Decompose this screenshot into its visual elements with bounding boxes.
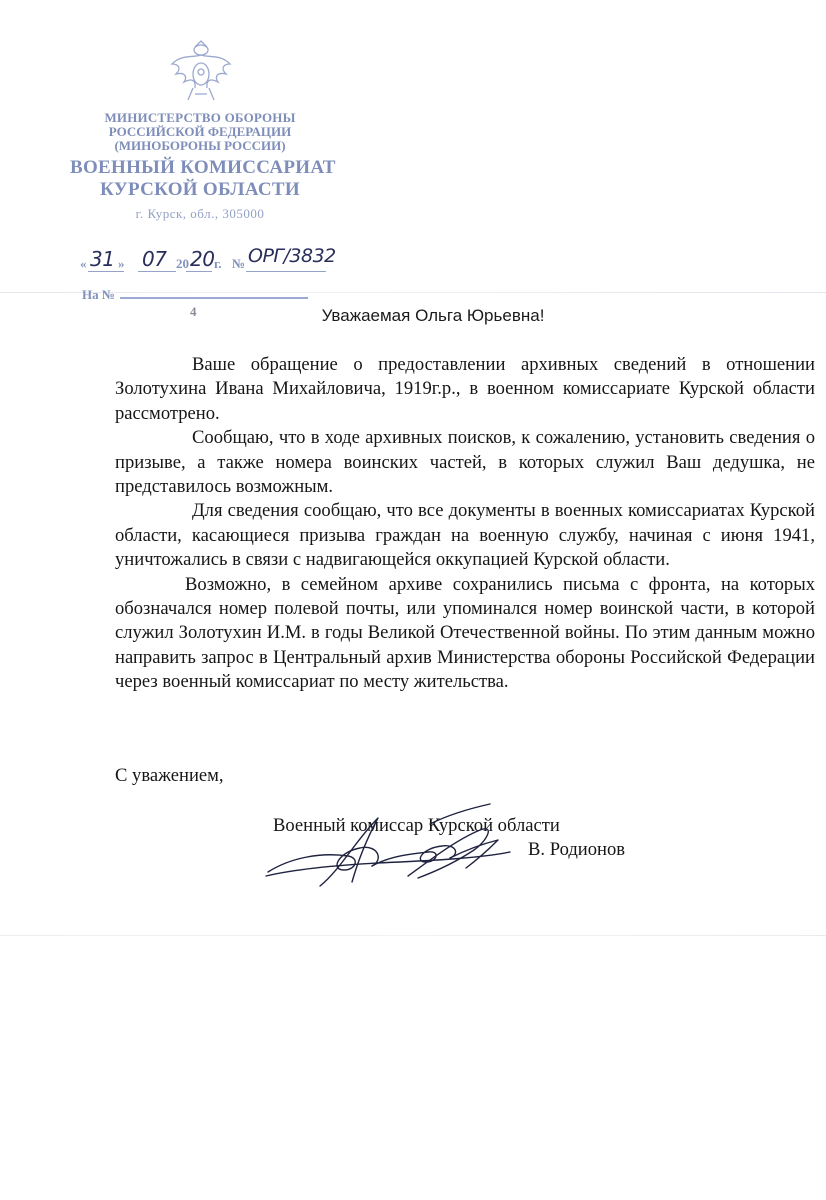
- paragraph: Ваше обращение о предоставлении архивных сведений в отношении Золотухина Ивана Михайловича, 1919г.р., в военном комиссариате Курской области рассмотрено.: [115, 354, 815, 424]
- registration-row: [80, 245, 336, 277]
- reg-number-label: №: [232, 256, 246, 271]
- reg-year-suffix: г.: [214, 256, 222, 271]
- reg-year: 20: [190, 247, 215, 271]
- ref-underline: [120, 297, 308, 299]
- handwritten-signature: [260, 800, 530, 895]
- reg-year-prefix: 20: [176, 256, 189, 271]
- underline: [246, 271, 326, 272]
- salutation: Уважаемая Ольга Юрьевна!: [321, 306, 545, 325]
- letter-body: [115, 353, 815, 695]
- signer-name: В. Родионов: [528, 839, 626, 860]
- underline: [186, 271, 212, 272]
- letterhead-office-2: КУРСКОЙ ОБЛАСТИ: [100, 179, 300, 200]
- paragraph: Возможно, в семейном архиве сохранились письма с фронта, на которых обозначался номер полевой почты, или упоминался номер воинской части, в которой служил Золотухин И.М. в годы Великой Отечественной войны. По этим данным можно направить запрос в Центральный архив Министерства обороны Российской Федерации через военный комиссариат по месту жительства.: [115, 573, 815, 693]
- letterhead-address: г. Курск, обл., 305000: [135, 206, 265, 221]
- letterhead-ministry-3: (МИНОБОРОНЫ РОССИИ): [114, 138, 286, 153]
- quote-close: »: [118, 256, 125, 271]
- quote-open: «: [80, 256, 87, 271]
- eagle-emblem-icon: [162, 38, 240, 108]
- paragraph: Сообщаю, что в ходе архивных поисков, к сожалению, установить сведения о призыве, а также номера воинских частей, в которых служил Ваш дедушка, не представилось возможным.: [115, 427, 815, 498]
- underline: [138, 271, 176, 272]
- ref-number: 4: [190, 304, 197, 319]
- closing: С уважением,: [115, 765, 224, 786]
- underline: [88, 271, 124, 272]
- letterhead-ministry-1: МИНИСТЕРСТВО ОБОРОНЫ: [104, 110, 296, 125]
- reg-day: 31: [90, 247, 115, 271]
- reg-month: 07: [142, 247, 167, 271]
- fold-line: [0, 292, 826, 293]
- letterhead-ministry-2: РОССИЙСКОЙ ФЕДЕРАЦИИ: [108, 124, 292, 139]
- ref-label: На №: [82, 287, 115, 302]
- paragraph: Для сведения сообщаю, что все документы в военных комиссариатах Курской области, касающиеся призыва граждан на военную службу, начиная с июня 1941, уничтожались в связи с надвигающейся оккупацией Курской области.: [115, 500, 815, 571]
- reg-number: ОРГ/3832: [248, 245, 336, 267]
- signer-position: Военный комиссар Курской области: [273, 815, 560, 836]
- letterhead-office-1: ВОЕННЫЙ КОМИССАРИАТ: [70, 157, 336, 178]
- fold-line: [0, 935, 826, 936]
